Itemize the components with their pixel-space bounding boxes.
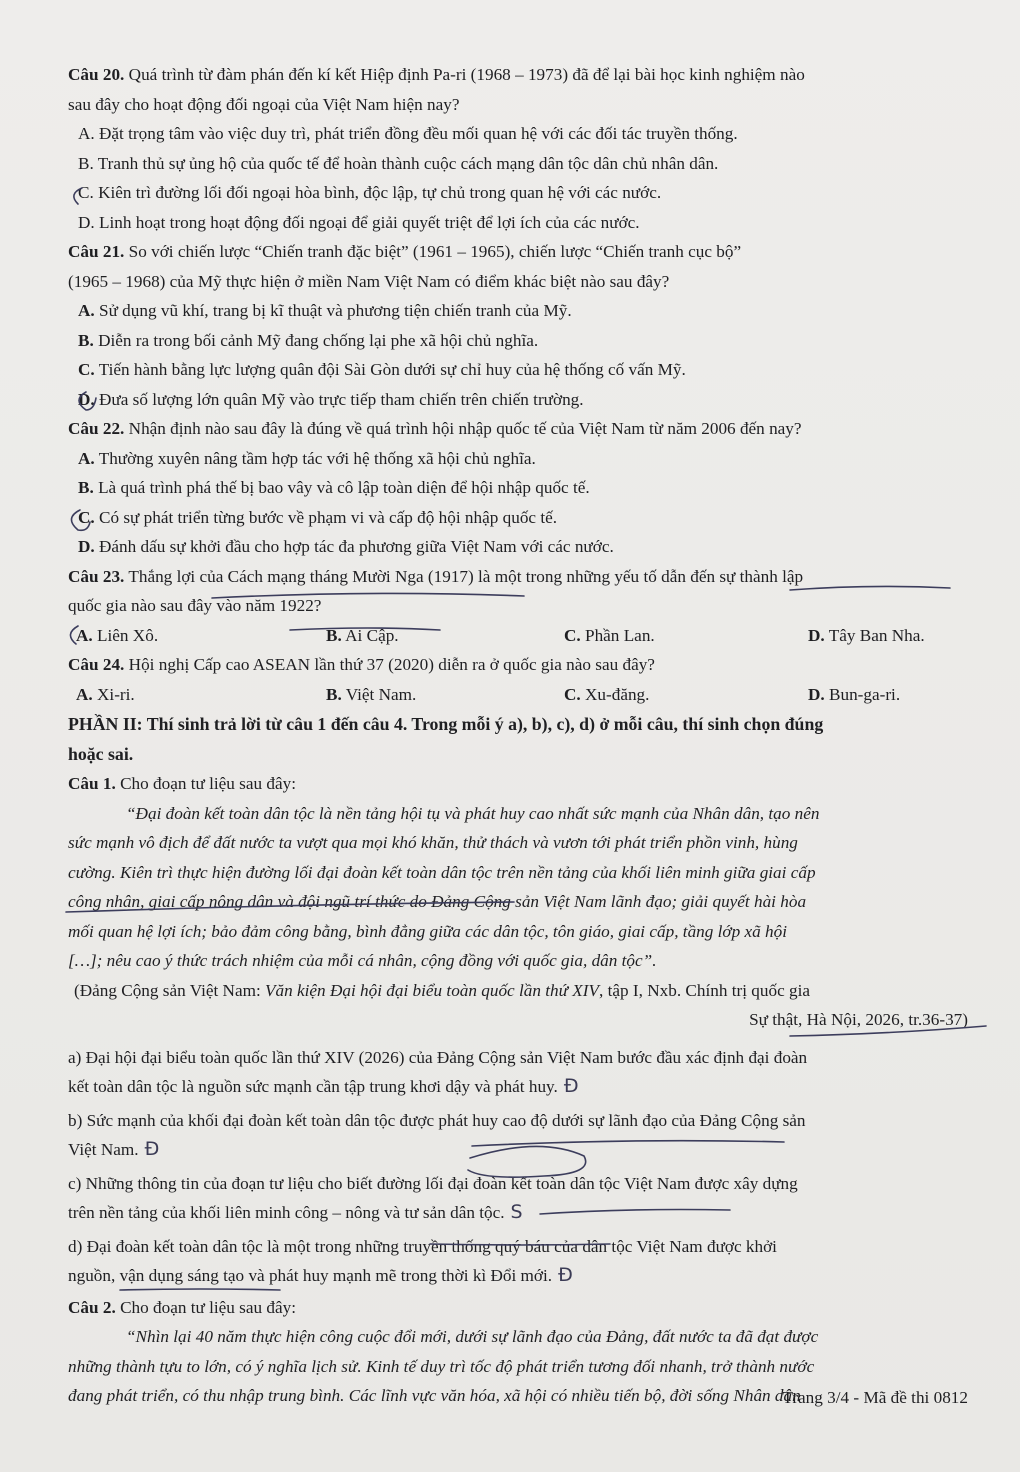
p1-statement-b-line1: b) Sức mạnh của khối đại đoàn kết toàn dân tộc được phát huy cao độ dưới sự lãnh đạo của Đảng Cộng sản — [68, 1110, 806, 1130]
p1-statement-b-line2: Việt Nam. — [68, 1140, 139, 1159]
q23-options — [68, 621, 968, 651]
q22-option-b[interactable]: B. Là quá trình phá thế bị bao vây và cô lập toàn diện để hội nhập quốc tế. — [78, 478, 590, 497]
answer-mark-b: Đ — [144, 1138, 160, 1160]
part2-heading-line2: hoặc sai. — [68, 744, 134, 764]
p1-source-line2: Sự thật, Hà Nội, 2026, tr.36-37) — [749, 1010, 968, 1029]
p1-statement-b[interactable] — [68, 1106, 968, 1165]
p1-quote-line: “Đại đoàn kết toàn dân tộc là nền tảng hội tụ và phát huy cao nhất sức mạnh của Nhân dân, tạo nên — [126, 803, 820, 823]
q23-option-d[interactable]: D. Tây Ban Nha. — [808, 625, 925, 645]
q23-option-b[interactable]: B. Ai Cập. — [326, 625, 399, 645]
answer-mark-d: Đ — [558, 1264, 573, 1286]
q21-option-d[interactable]: D. Đưa số lượng lớn quân Mỹ vào trực tiếp tham chiến trên chiến trường. — [78, 389, 584, 409]
q23-option-c[interactable]: C. Phần Lan. — [564, 625, 655, 645]
p1-quote — [68, 799, 968, 976]
p1-quote-line: sức mạnh vô địch để đất nước ta vượt qua mọi khó khăn, thử thách và vươn tới phát triển phồn vinh, hùng — [68, 833, 798, 852]
page-footer: Trang 3/4 - Mã đề thi 0812 — [782, 1388, 968, 1407]
q24-option-c[interactable]: C. Xu-đăng. — [564, 684, 650, 704]
q22-number: Câu 22. — [68, 419, 125, 438]
q24-number: Câu 24. — [68, 655, 125, 674]
q21-stem-line2: (1965 – 1968) của Mỹ thực hiện ở miền Nam Việt Nam có điểm khác biệt nào sau đây? — [68, 271, 670, 291]
q23-number: Câu 23. — [68, 566, 125, 586]
p1-source: (Đảng Cộng sản Việt Nam: Văn kiện Đại hội đại biểu toàn quốc lần thứ XIV, tập I, Nxb. Chính trị quốc gia — [74, 980, 811, 1000]
q24-option-a[interactable]: A. Xi-ri. — [76, 684, 135, 704]
q20-stem-line2: sau đây cho hoạt động đối ngoại của Việt Nam hiện nay? — [68, 94, 460, 114]
p1-statement-c-line2: trên nền tảng của khối liên minh công – nông và tư sản dân tộc. — [68, 1203, 505, 1222]
q24-stem-line1: Câu 24. Hội nghị Cấp cao ASEAN lần thứ 37 (2020) diễn ra ở quốc gia nào sau đây? — [68, 655, 655, 674]
q22-option-a[interactable]: A. Thường xuyên nâng tầm hợp tác với hệ thống xã hội chủ nghĩa. — [78, 448, 536, 468]
p1-quote-line: […]; nêu cao ý thức trách nhiệm của mỗi cá nhân, cộng đồng với quốc gia, dân tộc”. — [68, 951, 657, 970]
p1-intro: Câu 1. Cho đoạn tư liệu sau đây: — [68, 774, 296, 793]
q21-number: Câu 21. — [68, 242, 125, 261]
q21-stem-line1: Câu 21. So với chiến lược “Chiến tranh đặc biệt” (1961 – 1965), chiến lược “Chiến tranh cục bộ” — [68, 242, 742, 261]
q24-options — [68, 680, 968, 710]
p1-statement-a-line2: kết toàn dân tộc là nguồn sức mạnh cần tập trung khơi dậy và phát huy. — [68, 1077, 558, 1096]
p2-intro: Câu 2. Cho đoạn tư liệu sau đây: — [68, 1297, 296, 1317]
q24-option-d[interactable]: D. Bun-ga-ri. — [808, 684, 901, 704]
q23-option-a[interactable]: A. Liên Xô. — [76, 625, 159, 645]
p1-number: Câu 1. — [68, 774, 116, 793]
p2-quote-line: “Nhìn lại 40 năm thực hiện công cuộc đổi mới, dưới sự lãnh đạo của Đảng, đất nước ta đã đạt được — [126, 1327, 819, 1346]
answer-mark-c: S — [510, 1201, 523, 1223]
q20-option-d[interactable]: D. Linh hoạt trong hoạt động đối ngoại để giải quyết triệt để lợi ích của các nước. — [78, 212, 640, 232]
q20-option-a[interactable]: A. Đặt trọng tâm vào việc duy trì, phát triển đồng đều mối quan hệ với các đối tác truyền thống. — [78, 124, 738, 143]
p1-statement-a-line1: a) Đại hội đại biểu toàn quốc lần thứ XIV (2026) của Đảng Cộng sản Việt Nam bước đầu xác định đại đoàn — [68, 1047, 808, 1067]
p1-statement-d-line2: nguồn, vận dụng sáng tạo và phát huy mạnh mẽ trong thời kì Đổi mới. — [68, 1266, 553, 1285]
q22-stem-line1: Câu 22. Nhận định nào sau đây là đúng về quá trình hội nhập quốc tế của Việt Nam từ năm 2006 đến nay? — [68, 419, 802, 438]
p1-statement-d-line1: d) Đại đoàn kết toàn dân tộc là một trong những truyền thống quý báu của dân tộc Việt Nam được khởi — [68, 1236, 777, 1256]
q21-option-c[interactable]: C. Tiến hành bằng lực lượng quân đội Sài Gòn dưới sự chỉ huy của hệ thống cố vấn Mỹ. — [78, 360, 686, 379]
part2-heading-line1: PHẦN II: Thí sinh trả lời từ câu 1 đến câu 4. Trong mỗi ý a), b), c), d) ở mỗi câu, thí sinh chọn đúng — [68, 714, 824, 734]
q23-stem-line1: Câu 23. Thắng lợi của Cách mạng tháng Mười Nga (1917) là một trong những yếu tố dẫn đến sự thành lập — [68, 566, 804, 586]
q20-number: Câu 20. — [68, 65, 125, 84]
q24-option-b[interactable]: B. Việt Nam. — [326, 684, 417, 704]
p1-statement-c-line1: c) Những thông tin của đoạn tư liệu cho biết đường lối đại đoàn kết toàn dân tộc Việt Nam được xây dựng — [68, 1173, 798, 1193]
answer-mark-a: Đ — [563, 1075, 579, 1097]
q20-stem-line1: Câu 20. Quá trình từ đàm phán đến kí kết Hiệp định Pa-ri (1968 – 1973) đã để lại bài học kinh nghiệm nào — [68, 65, 805, 84]
q22-option-d[interactable]: D. Đánh dấu sự khởi đầu cho hợp tác đa phương giữa Việt Nam với các nước. — [78, 537, 614, 556]
p2-quote-line: đang phát triển, có thu nhập trung bình. Các lĩnh vực văn hóa, xã hội có nhiều tiến bộ, đời sống Nhân dân — [68, 1386, 801, 1405]
q22-option-c[interactable]: C. Có sự phát triển từng bước về phạm vi và cấp độ hội nhập quốc tế. — [78, 507, 558, 527]
p1-quote-line: cường. Kiên trì thực hiện đường lối đại đoàn kết toàn dân tộc trên nền tảng của khối liên minh giữa giai cấp — [68, 862, 816, 882]
p1-quote-line: công nhân, giai cấp nông dân và đội ngũ trí thức do Đảng Cộng sản Việt Nam lãnh đạo; giải quyết hài hòa — [68, 892, 807, 911]
p2-quote-line: những thành tựu to lớn, có ý nghĩa lịch sử. Kinh tế duy trì tốc độ phát triển tương đối nhanh, trở thành nước — [68, 1356, 815, 1376]
p1-quote-line: mối quan hệ lợi ích; bảo đảm công bằng, bình đẳng giữa các dân tộc, tôn giáo, giai cấp, tầng lớp xã hội — [68, 921, 787, 941]
q21-option-b[interactable]: B. Diễn ra trong bối cảnh Mỹ đang chống lại phe xã hội chủ nghĩa. — [78, 330, 539, 350]
q21-option-a[interactable]: A. Sử dụng vũ khí, trang bị kĩ thuật và phương tiện chiến tranh của Mỹ. — [78, 301, 572, 320]
q20-option-c[interactable]: C. Kiên trì đường lối đối ngoại hòa bình, độc lập, tự chủ trong quan hệ với các nước. — [78, 183, 662, 202]
p1-statement-a[interactable] — [68, 1043, 968, 1102]
p1-statement-d[interactable] — [68, 1232, 968, 1291]
q20-option-b[interactable]: B. Tranh thủ sự ủng hộ của quốc tế để hoàn thành cuộc cách mạng dân tộc dân chủ nhân dân. — [78, 153, 719, 173]
p1-statement-c[interactable] — [68, 1169, 968, 1228]
p2-number: Câu 2. — [68, 1297, 116, 1317]
q23-stem-line2: quốc gia nào sau đây vào năm 1922? — [68, 596, 322, 615]
